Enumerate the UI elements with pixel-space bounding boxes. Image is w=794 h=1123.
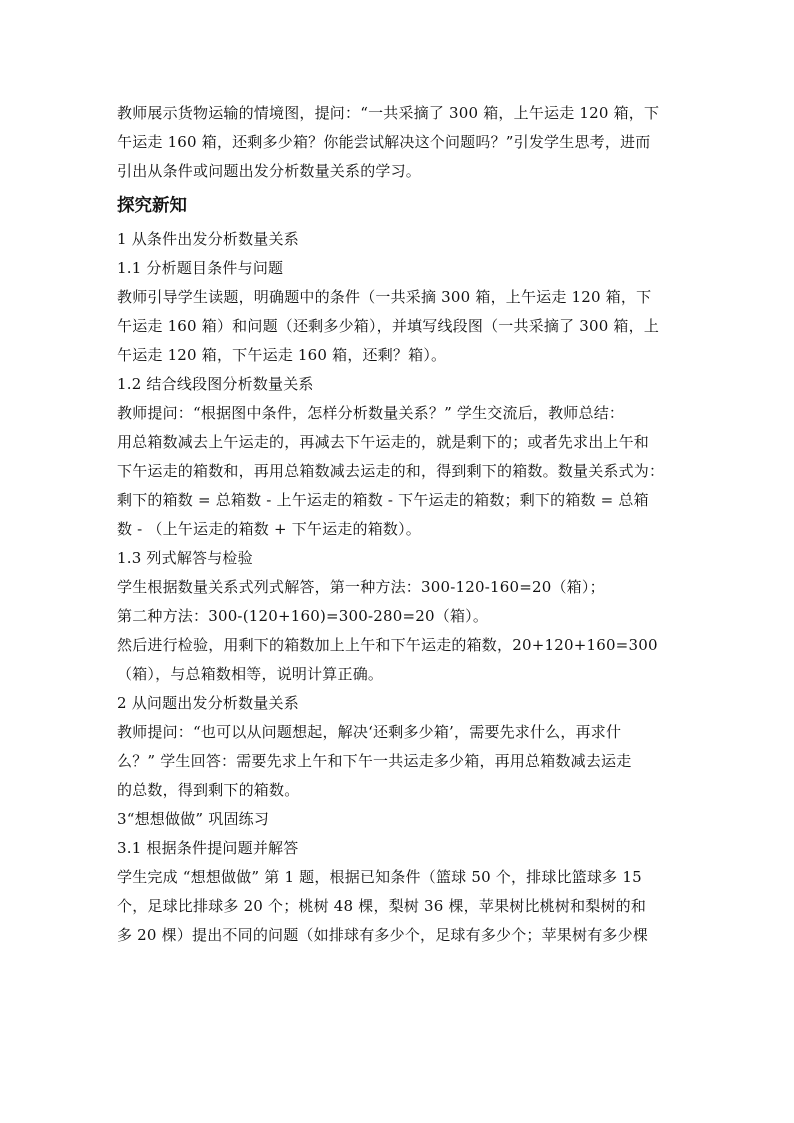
- section-1-3-title: 1.3 列式解答与检验: [117, 549, 253, 567]
- paragraph-line: 然后进行检验，用剩下的箱数加上上午和下午运走的箱数，20+120+160=300: [117, 636, 658, 654]
- intro-line-3: 引出从条件或问题出发分析数量关系的学习。: [117, 162, 422, 180]
- paragraph-line: 剩下的箱数 = 总箱数 - 上午运走的箱数 - 下午运走的箱数；剩下的箱数 = 总箱: [117, 491, 649, 509]
- paragraph-line: 学生完成 “想想做做” 第 1 题，根据已知条件（篮球 50 个，排球比篮球多 15: [117, 868, 642, 886]
- paragraph-line: 教师提问：“也可以从问题想起，解决‘还剩多少箱’，需要先求什么，再求什: [117, 723, 622, 741]
- paragraph-line: 午运走 120 箱，下午运走 160 箱，还剩？箱）。: [117, 346, 447, 364]
- paragraph-line: 学生根据数量关系式列式解答，第一种方法：300-120-160=20（箱）；: [117, 578, 605, 596]
- paragraph-line: 数 - （上午运走的箱数 + 下午运走的箱数）。: [117, 520, 422, 538]
- paragraph-line: 的总数，得到剩下的箱数。: [117, 781, 300, 799]
- paragraph-line: 午运走 160 箱）和问题（还剩多少箱），并填写线段图（一共采摘了 300 箱，上: [117, 317, 660, 335]
- intro-line-2: 午运走 160 箱，还剩多少箱？你能尝试解决这个问题吗？”引发学生思考，进而: [117, 133, 651, 151]
- paragraph-line: 多 20 棵）提出不同的问题（如排球有多少个，足球有多少个；苹果树有多少棵: [117, 926, 649, 944]
- section-3-1-title: 3.1 根据条件提问题并解答: [117, 839, 299, 857]
- paragraph-line: 教师引导学生读题，明确题中的条件（一共采摘 300 箱，上午运走 120 箱，下: [117, 288, 652, 306]
- intro-line-1: 教师展示货物运输的情境图，提问：“一共采摘了 300 箱，上午运走 120 箱，下: [117, 104, 660, 122]
- section-1-1-title: 1.1 分析题目条件与问题: [117, 259, 284, 277]
- section-heading: 探究新知: [117, 196, 187, 216]
- paragraph-line: （箱），与总箱数相等，说明计算正确。: [117, 665, 384, 683]
- paragraph-line: 个，足球比排球多 20 个；桃树 48 棵，梨树 36 棵，苹果树比桃树和梨树的和: [117, 897, 647, 915]
- paragraph-line: 第二种方法：300-(120+160)=300-280=20（箱）。: [117, 607, 489, 625]
- paragraph-line: 下午运走的箱数和，再用总箱数减去运走的和，得到剩下的箱数。数量关系式为：: [117, 462, 665, 480]
- section-1-title: 1 从条件出发分析数量关系: [117, 230, 299, 248]
- section-1-2-title: 1.2 结合线段图分析数量关系: [117, 375, 314, 393]
- section-2-title: 2 从问题出发分析数量关系: [117, 694, 299, 712]
- section-3-title: 3“想想做做” 巩固练习: [117, 810, 270, 828]
- paragraph-line: 用总箱数减去上午运走的，再减去下午运走的，就是剩下的；或者先求出上午和: [117, 433, 650, 451]
- paragraph-line: 么？” 学生回答：需要先求上午和下午一共运走多少箱，再用总箱数减去运走: [117, 752, 632, 770]
- paragraph-line: 教师提问：“根据图中条件，怎样分析数量关系？” 学生交流后，教师总结：: [117, 404, 625, 422]
- document-body: [117, 99, 677, 950]
